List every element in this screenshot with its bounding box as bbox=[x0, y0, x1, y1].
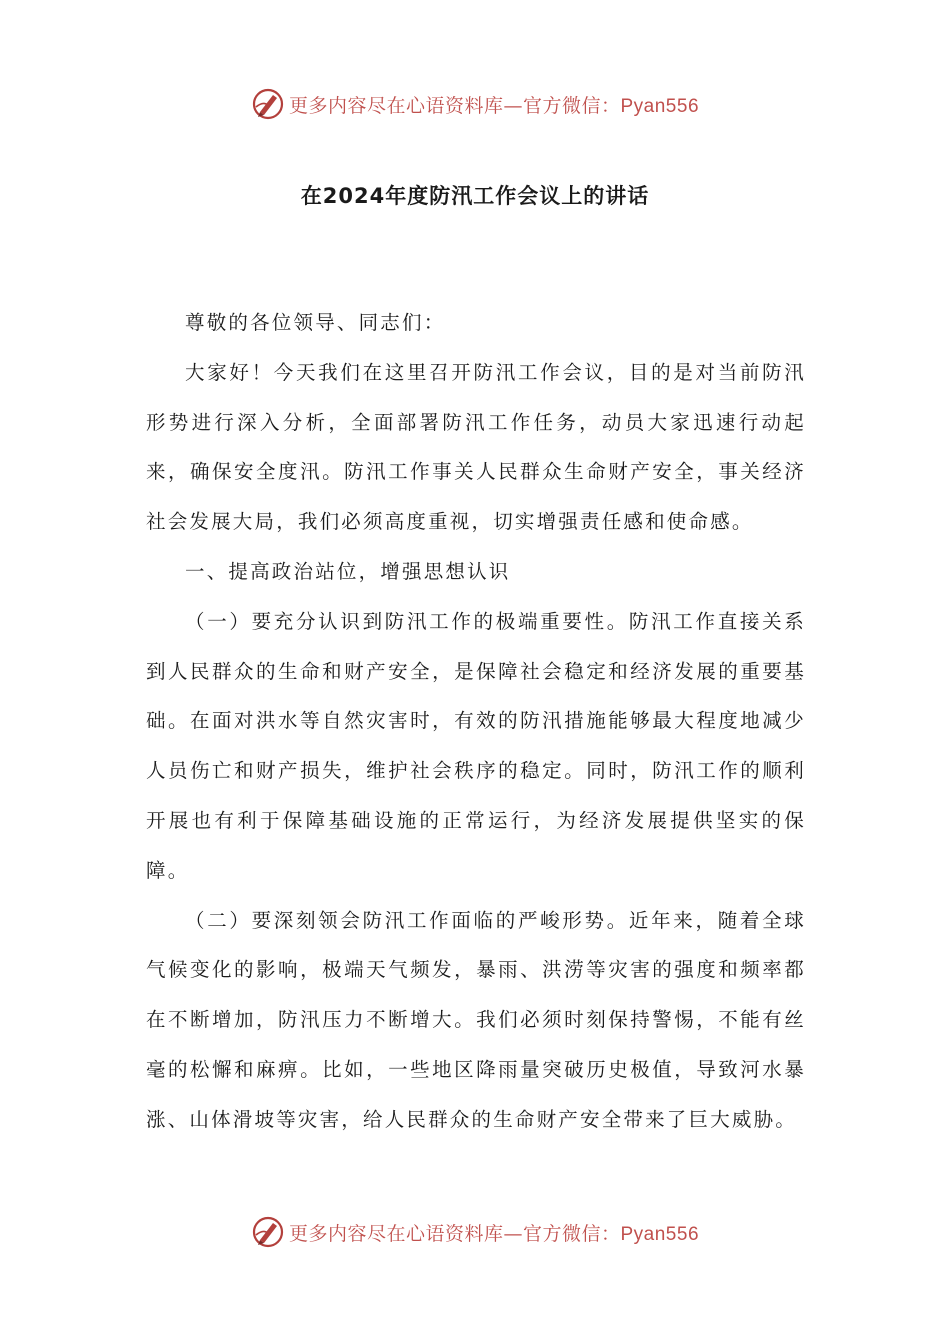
footer-banner bbox=[0, 1212, 950, 1252]
pen-logo-icon bbox=[251, 87, 285, 121]
wechat-id: Pyan556 bbox=[620, 95, 700, 117]
paragraph: （二）要深刻领会防汛工作面临的严峻形势。近年来，随着全球气候变化的影响，极端天气频发，暴雨、洪涝等灾害的强度和频率都在不断增加，防汛压力不断增大。我们必须时刻保持警惕，不能有丝毫的松懈和麻痹。比如，一些地区降雨量突破历史极值，导致河水暴涨、山体滑坡等灾害，给人民群众的生命财产安全带来了巨大威胁。 bbox=[146, 908, 806, 1131]
page-title: 在2024年度防汛工作会议上的讲话 bbox=[300, 184, 650, 208]
banner-text: 更多内容尽在心语资料库—官方微信：Pyan556 bbox=[288, 1222, 700, 1245]
paragraph: （一）要充分认识到防汛工作的极端重要性。防汛工作直接关系到人民群众的生命和财产安全，是保障社会稳定和经济发展的重要基础。在面对洪水等自然灾害时，有效的防汛措施能够最大程度地减少人员伤亡和财产损失，维护社会秩序的稳定。同时，防汛工作的顺利开展也有利于保障基础设施的正常运行，为经济发展提供坚实的保障。 bbox=[146, 609, 806, 882]
paragraph: 大家好！今天我们在这里召开防汛工作会议，目的是对当前防汛形势进行深入分析，全面部署防汛工作任务，动员大家迅速行动起来，确保安全度汛。防汛工作事关人民群众生命财产安全，事关经济社会发展大局，我们必须高度重视，切实增强责任感和使命感。 bbox=[146, 360, 806, 534]
header-banner bbox=[0, 84, 950, 124]
banner-text: 更多内容尽在心语资料库—官方微信：Pyan556 bbox=[288, 94, 700, 117]
pen-logo-icon bbox=[251, 1215, 285, 1249]
wechat-id: Pyan556 bbox=[620, 1223, 700, 1245]
document-body bbox=[146, 298, 806, 1145]
section-heading: 一、提高政治站位，增强思想认识 bbox=[185, 559, 511, 583]
salutation: 尊敬的各位领导、同志们： bbox=[185, 311, 446, 334]
